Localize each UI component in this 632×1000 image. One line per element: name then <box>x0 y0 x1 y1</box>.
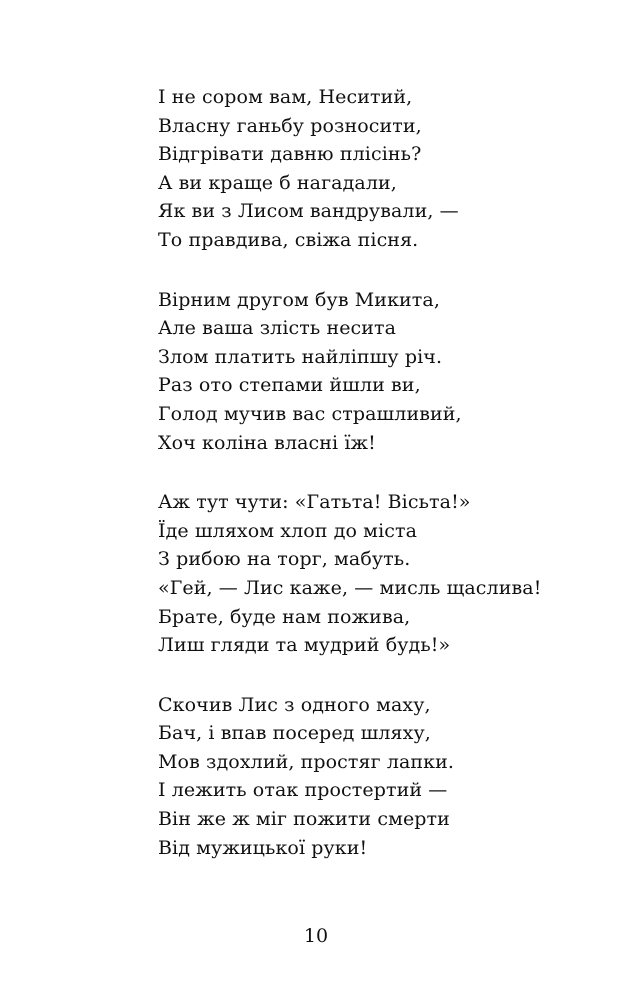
verse-line: «Гей, — Лис каже, — мисль щаслива! <box>158 576 542 599</box>
verse-line: Від мужицької руки! <box>158 836 368 859</box>
stanza-3 <box>158 488 598 660</box>
poem-text <box>158 83 598 893</box>
verse-line: То правдива, свіжа пісня. <box>158 228 419 251</box>
verse-line: Їде шляхом хлоп до міста <box>158 519 418 542</box>
verse-line: Аж тут чути: «Гатьта! Вісьта!» <box>158 491 471 514</box>
verse-line: Брате, буде нам пожива, <box>158 605 411 628</box>
verse-line: Але ваша злість несита <box>158 317 397 340</box>
verse-line: І лежить отак простертий — <box>158 779 448 802</box>
stanza-1 <box>158 83 598 255</box>
verse-line: Голод мучив вас страшливий, <box>158 402 462 425</box>
verse-line: Злом платить найліпшу річ. <box>158 345 443 368</box>
verse-line: Власну ганьбу розносити, <box>158 114 422 137</box>
verse-line: І не сором вам, Неситий, <box>158 86 413 108</box>
verse-line: Він же ж міг пожити смерти <box>158 808 450 831</box>
verse-line: Раз ото степами йшли ви, <box>158 374 421 397</box>
verse-line: Скочив Лис з одного маху, <box>158 693 431 716</box>
stanza-4 <box>158 691 598 863</box>
page-number: 10 <box>303 925 329 947</box>
stanza-2 <box>158 286 598 458</box>
verse-line: Хоч коліна власні їж! <box>158 431 376 454</box>
verse-line: А ви краще б нагадали, <box>158 171 397 194</box>
verse-line: Як ви з Лисом вандрували, — <box>158 200 459 223</box>
verse-line: Бач, і впав посеред шляху, <box>158 722 431 745</box>
verse-line: Лиш гляди та мудрий будь!» <box>158 634 451 657</box>
verse-line: Вірним другом був Микита, <box>158 288 440 311</box>
verse-line: З рибою на торг, мабуть. <box>158 548 411 571</box>
verse-line: Мов здохлий, простяг лапки. <box>158 750 455 773</box>
verse-line: Відгрівати давню плісінь? <box>158 143 422 166</box>
